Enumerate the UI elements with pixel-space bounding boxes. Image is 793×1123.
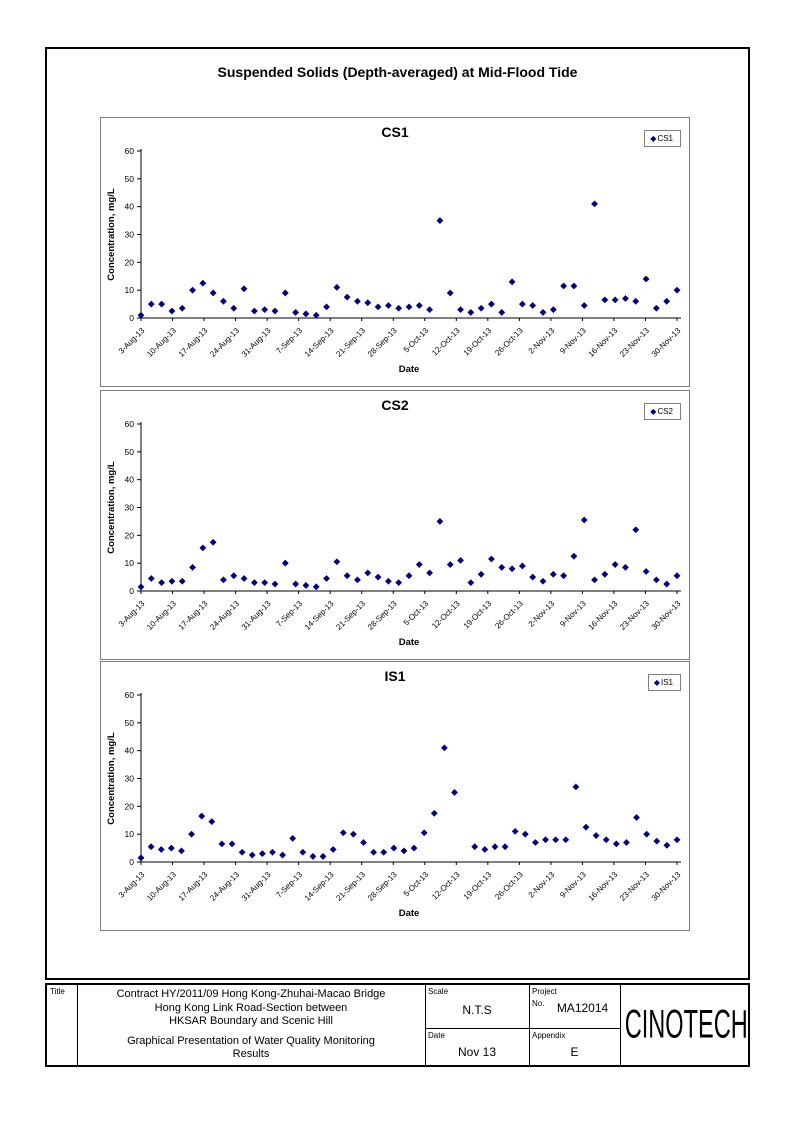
svg-text:16-Nov-13: 16-Nov-13 — [586, 599, 620, 632]
cs2-legend-label: CS2 — [657, 407, 673, 416]
legend-diamond-icon: ◆ — [650, 134, 657, 143]
svg-text:Date: Date — [398, 908, 420, 919]
appendix-label: Appendix — [532, 1031, 566, 1040]
cs1-legend-label: CS1 — [657, 134, 673, 143]
is1-legend — [648, 674, 681, 691]
date-value: Nov 13 — [457, 1045, 497, 1059]
cs2-scatter-plot — [101, 391, 691, 661]
svg-text:3-Aug-13: 3-Aug-13 — [116, 326, 147, 356]
svg-text:2-Nov-13: 2-Nov-13 — [526, 599, 557, 629]
doc-title-line: Results — [232, 1048, 270, 1060]
legend-diamond-icon: ◆ — [650, 407, 657, 416]
svg-text:17-Aug-13: 17-Aug-13 — [176, 599, 210, 632]
logo-cell — [621, 985, 751, 1065]
project-title-line: HKSAR Boundary and Scenic Hill — [169, 1015, 333, 1027]
svg-text:9-Nov-13: 9-Nov-13 — [558, 599, 588, 629]
svg-text:5-Oct-13: 5-Oct-13 — [401, 326, 431, 355]
svg-text:50: 50 — [124, 173, 134, 184]
svg-text:60: 60 — [124, 146, 134, 156]
svg-text:5-Oct-13: 5-Oct-13 — [401, 599, 431, 628]
svg-text:16-Nov-13: 16-Nov-13 — [586, 326, 620, 359]
scale-value: N.T.S — [462, 1003, 492, 1017]
svg-text:40: 40 — [124, 745, 134, 756]
date-label: Date — [428, 1031, 445, 1040]
svg-text:12-Oct-13: 12-Oct-13 — [430, 599, 462, 631]
svg-text:30-Nov-13: 30-Nov-13 — [649, 870, 683, 903]
svg-text:10-Aug-13: 10-Aug-13 — [145, 326, 178, 359]
legend-diamond-icon: ◆ — [653, 678, 660, 687]
project-title-line: Hong Kong Link Road-Section between — [154, 1001, 348, 1014]
svg-text:50: 50 — [124, 446, 134, 457]
svg-text:3-Aug-13: 3-Aug-13 — [116, 599, 147, 629]
project-no-value: MA12014 — [556, 1001, 609, 1015]
svg-text:14-Sep-13: 14-Sep-13 — [302, 870, 336, 903]
svg-text:Concentration, mg/L: Concentration, mg/L — [106, 732, 117, 825]
svg-text:20: 20 — [124, 530, 134, 541]
project-title-line: Contract HY/2011/09 Hong Kong-Zhuhai-Macao Bridge — [116, 988, 386, 1000]
svg-text:30: 30 — [124, 773, 134, 784]
chart-cs2 — [100, 390, 690, 660]
project-no-label: No. — [532, 999, 545, 1008]
cs2-legend — [644, 403, 681, 420]
svg-text:9-Nov-13: 9-Nov-13 — [558, 870, 588, 900]
svg-text:50: 50 — [124, 717, 134, 728]
svg-text:24-Aug-13: 24-Aug-13 — [208, 870, 242, 903]
svg-text:10-Aug-13: 10-Aug-13 — [145, 870, 178, 903]
cs1-scatter-plot — [101, 118, 691, 388]
svg-text:Date: Date — [398, 637, 420, 648]
svg-text:14-Sep-13: 14-Sep-13 — [302, 326, 336, 359]
svg-text:9-Nov-13: 9-Nov-13 — [558, 326, 588, 356]
svg-text:10: 10 — [124, 285, 134, 296]
svg-text:31-Aug-13: 31-Aug-13 — [239, 870, 273, 903]
svg-text:17-Aug-13: 17-Aug-13 — [176, 870, 210, 903]
cs1-chart-title: CS1 — [381, 124, 409, 140]
svg-text:60: 60 — [124, 690, 134, 700]
svg-text:20: 20 — [124, 801, 134, 812]
svg-text:30: 30 — [124, 229, 134, 240]
svg-text:30: 30 — [124, 502, 134, 513]
svg-text:0: 0 — [129, 586, 134, 596]
svg-text:3-Aug-13: 3-Aug-13 — [116, 870, 147, 900]
svg-text:40: 40 — [124, 201, 134, 212]
svg-text:5-Oct-13: 5-Oct-13 — [401, 870, 431, 899]
svg-text:30-Nov-13: 30-Nov-13 — [649, 326, 683, 359]
project-no-cell — [529, 985, 620, 1028]
cinotech-logo: CINOTECH — [624, 1002, 748, 1047]
svg-text:28-Sep-13: 28-Sep-13 — [365, 870, 399, 903]
svg-text:12-Oct-13: 12-Oct-13 — [430, 870, 462, 902]
project-label: Project — [532, 987, 557, 996]
svg-text:7-Sep-13: 7-Sep-13 — [274, 599, 305, 629]
svg-text:19-Oct-13: 19-Oct-13 — [461, 870, 494, 902]
svg-text:20: 20 — [124, 257, 134, 268]
svg-text:24-Aug-13: 24-Aug-13 — [208, 599, 242, 632]
title-text-cell — [77, 985, 425, 1065]
svg-text:26-Oct-13: 26-Oct-13 — [493, 326, 525, 358]
is1-legend-label: IS1 — [660, 678, 673, 687]
svg-text:28-Sep-13: 28-Sep-13 — [365, 599, 399, 632]
svg-text:23-Nov-13: 23-Nov-13 — [618, 599, 651, 632]
cs1-legend — [644, 130, 681, 147]
svg-text:30-Nov-13: 30-Nov-13 — [649, 599, 683, 632]
svg-text:2-Nov-13: 2-Nov-13 — [526, 870, 557, 900]
svg-text:17-Aug-13: 17-Aug-13 — [176, 326, 210, 359]
page-title: Suspended Solids (Depth-averaged) at Mid-Flood Tide — [217, 64, 578, 80]
svg-text:14-Sep-13: 14-Sep-13 — [302, 599, 336, 632]
svg-text:2-Nov-13: 2-Nov-13 — [526, 326, 557, 356]
date-cell — [425, 1029, 529, 1068]
scale-label: Scale — [428, 987, 449, 996]
svg-text:21-Sep-13: 21-Sep-13 — [334, 870, 368, 903]
svg-text:21-Sep-13: 21-Sep-13 — [334, 599, 368, 632]
svg-text:0: 0 — [129, 313, 134, 323]
svg-text:40: 40 — [124, 474, 134, 485]
appendix-cell — [529, 1029, 620, 1068]
svg-text:10: 10 — [124, 829, 134, 840]
is1-scatter-plot — [101, 662, 691, 932]
chart-cs1 — [100, 117, 690, 387]
svg-text:16-Nov-13: 16-Nov-13 — [586, 870, 620, 903]
svg-text:7-Sep-13: 7-Sep-13 — [274, 870, 305, 900]
chart-is1 — [100, 661, 690, 931]
doc-title-line: Graphical Presentation of Water Quality Monitoring — [127, 1034, 375, 1047]
svg-text:31-Aug-13: 31-Aug-13 — [239, 326, 273, 359]
svg-text:19-Oct-13: 19-Oct-13 — [461, 599, 494, 631]
svg-text:Concentration, mg/L: Concentration, mg/L — [106, 461, 117, 554]
svg-text:31-Aug-13: 31-Aug-13 — [239, 599, 273, 632]
svg-text:23-Nov-13: 23-Nov-13 — [618, 870, 651, 903]
drawing-title-block — [45, 983, 750, 1067]
svg-text:26-Oct-13: 26-Oct-13 — [493, 870, 525, 902]
svg-text:23-Nov-13: 23-Nov-13 — [618, 326, 651, 359]
title-label-cell — [47, 985, 77, 1065]
svg-text:26-Oct-13: 26-Oct-13 — [493, 599, 525, 631]
title-label: Title — [50, 987, 65, 996]
svg-text:Concentration, mg/L: Concentration, mg/L — [106, 188, 117, 281]
svg-text:19-Oct-13: 19-Oct-13 — [461, 326, 494, 358]
svg-text:21-Sep-13: 21-Sep-13 — [334, 326, 368, 359]
svg-text:60: 60 — [124, 419, 134, 429]
svg-text:12-Oct-13: 12-Oct-13 — [430, 326, 462, 358]
cs2-chart-title: CS2 — [381, 397, 409, 413]
is1-chart-title: IS1 — [384, 668, 406, 684]
svg-text:28-Sep-13: 28-Sep-13 — [365, 326, 399, 359]
svg-text:Date: Date — [398, 364, 420, 375]
svg-text:7-Sep-13: 7-Sep-13 — [274, 326, 305, 356]
appendix-value: E — [570, 1045, 579, 1059]
scale-cell — [425, 985, 529, 1028]
svg-text:10-Aug-13: 10-Aug-13 — [145, 599, 178, 632]
svg-text:10: 10 — [124, 558, 134, 569]
svg-text:0: 0 — [129, 857, 134, 867]
svg-text:24-Aug-13: 24-Aug-13 — [208, 326, 242, 359]
